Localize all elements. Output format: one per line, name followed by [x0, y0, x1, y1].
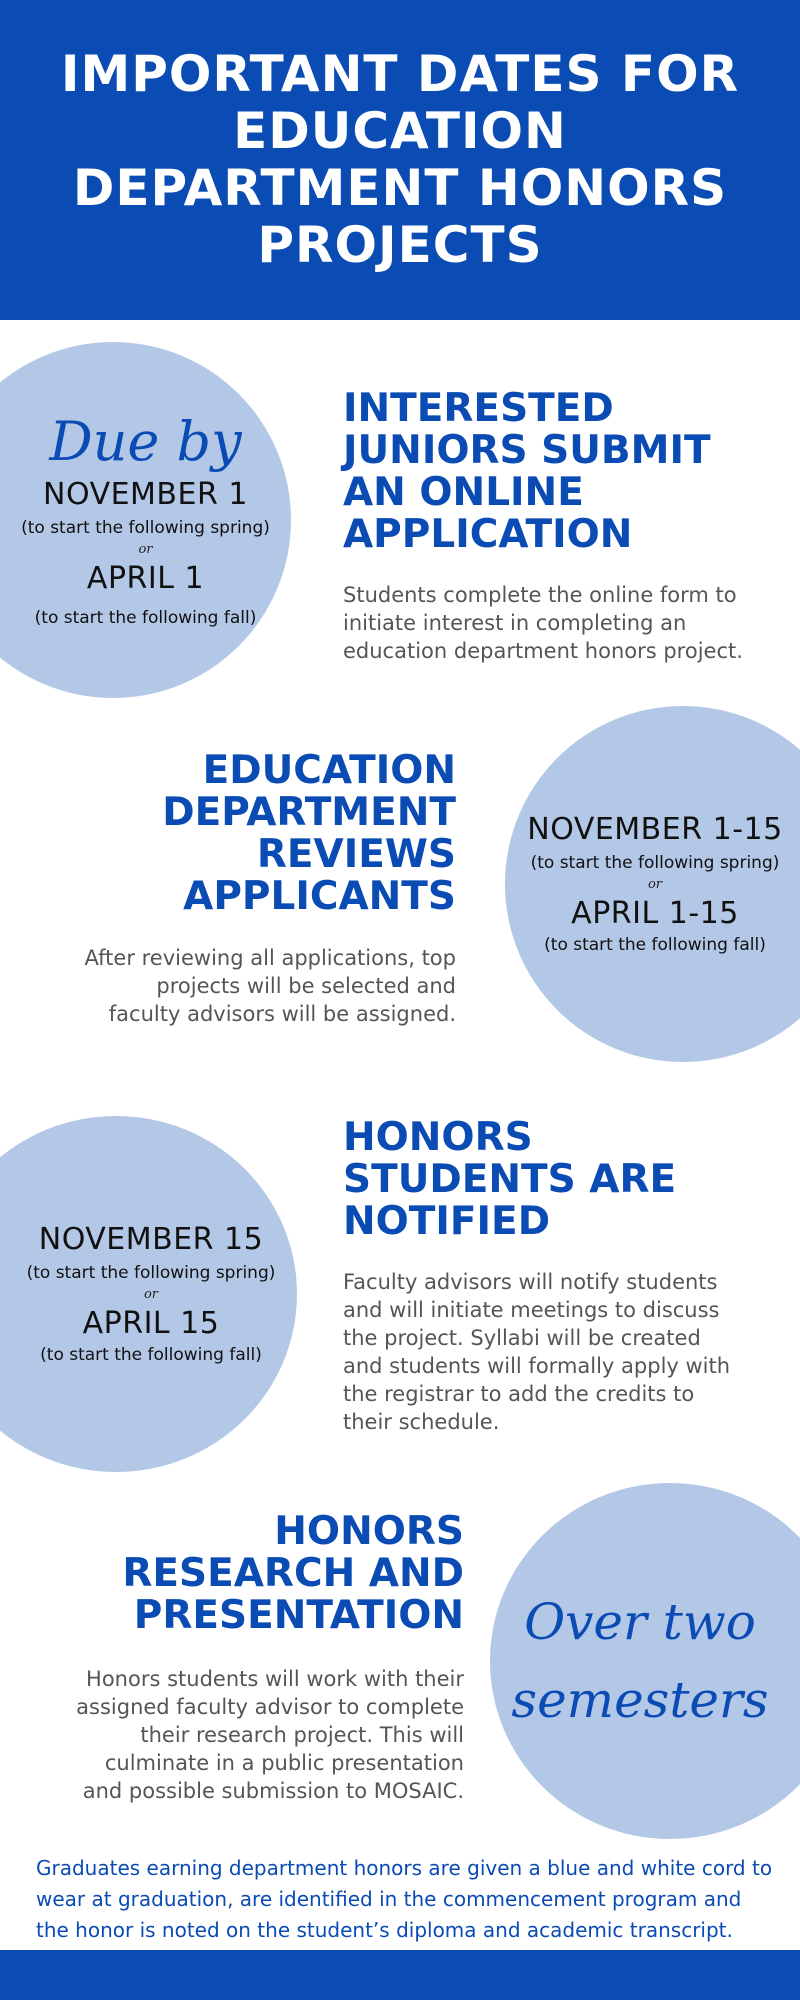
step-3-date-circle	[0, 1116, 297, 1472]
step-1-note-primary: (to start the following spring)	[21, 518, 270, 538]
step-2-note-primary: (to start the following spring)	[530, 853, 780, 873]
step-3-description: Faculty advisors will notify students and will initiate meetings to discuss the project. Syllabi will be created and students will formally apply with the registrar to add the credits to their schedule.	[343, 1270, 731, 1434]
step-1-date-circle	[0, 342, 291, 698]
step-1-date-secondary: APRIL 1	[86, 561, 205, 596]
step-2-description: After reviewing all applications, top projects will be selected and faculty advisors will be assigned.	[84, 946, 456, 1026]
step-4-script-line-2: semesters	[511, 1671, 769, 1729]
step-3-note-primary: (to start the following spring)	[26, 1263, 276, 1283]
step-3-date-primary: NOVEMBER 15	[38, 1222, 264, 1257]
step-2-date-circle	[505, 706, 800, 1062]
footer-bar	[0, 1950, 800, 2000]
page-title: IMPORTANT DATES FOR EDUCATION DEPARTMENT HONORS PROJECTS	[60, 45, 740, 274]
step-4-duration-circle	[490, 1483, 800, 1839]
step-3-title: HONORS STUDENTS ARE NOTIFIED	[343, 1115, 677, 1244]
step-2-date-secondary: APRIL 1-15	[571, 896, 739, 931]
step-3-date-secondary: APRIL 15	[82, 1306, 220, 1341]
step-1-or: or	[138, 542, 153, 557]
step-1-script-label: Due by	[49, 410, 242, 473]
step-1-date-primary: NOVEMBER 1	[43, 477, 248, 512]
step-3-note-secondary: (to start the following fall)	[40, 1345, 262, 1365]
step-4-title: HONORS RESEARCH AND PRESENTATION	[122, 1509, 464, 1638]
step-4-description: Honors students will work with their assigned faculty advisor to complete their research project. This will culminate in a public presentation and possible submission to MOSAIC.	[76, 1667, 464, 1803]
step-3-or: or	[143, 1287, 159, 1302]
step-1-description: Students complete the online form to initiate interest in completing an education department honors project.	[343, 583, 743, 663]
step-2-note-secondary: (to start the following fall)	[544, 935, 766, 955]
step-2-or: or	[647, 877, 663, 892]
step-1-title: INTERESTED JUNIORS SUBMIT AN ONLINE APPLICATION	[343, 386, 711, 557]
footer-note: Graduates earning department honors are given a blue and white cord to wear at graduation, are identified in the commencement program and the honor is noted on the student’s diploma and academic transcript.	[36, 1856, 773, 1942]
step-1-note-secondary: (to start the following fall)	[34, 608, 257, 628]
step-4-script-line-1: Over two	[524, 1593, 756, 1651]
step-2-title: EDUCATION DEPARTMENT REVIEWS APPLICANTS	[162, 748, 456, 919]
header-banner	[0, 0, 800, 320]
step-2-date-primary: NOVEMBER 1-15	[527, 812, 783, 847]
